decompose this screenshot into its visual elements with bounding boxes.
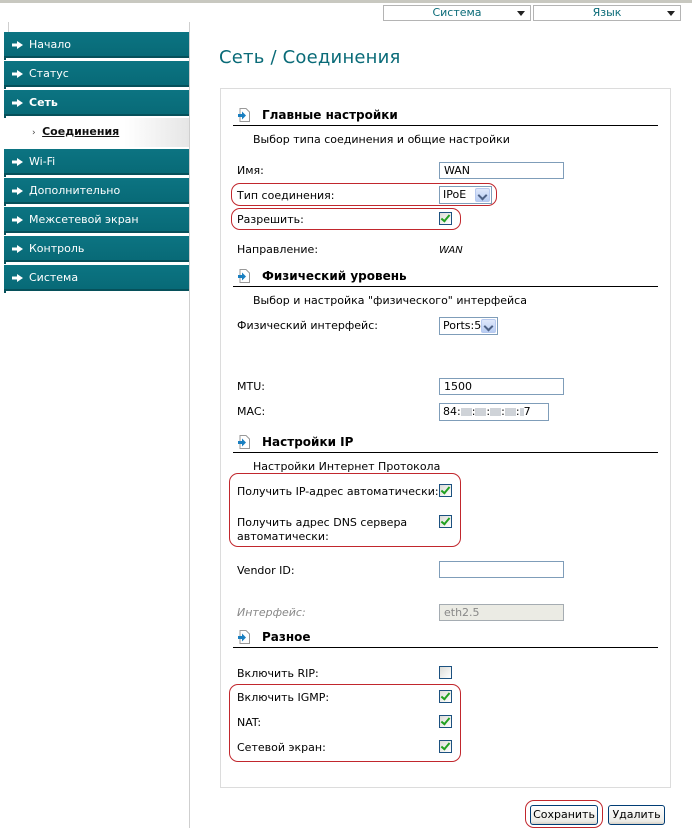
document-arrow-icon bbox=[238, 108, 250, 122]
firewall-checkbox[interactable] bbox=[439, 740, 452, 753]
name-label: Имя: bbox=[237, 164, 264, 177]
sidebar-item-wifi[interactable] bbox=[4, 149, 189, 175]
connection-type-value: IPoE bbox=[443, 188, 467, 201]
igmp-checkbox[interactable] bbox=[439, 690, 452, 703]
top-rule bbox=[0, 0, 692, 3]
arrow-right-icon bbox=[12, 274, 23, 282]
auto-ip-checkbox[interactable] bbox=[439, 484, 452, 497]
system-menu-label: Система bbox=[432, 6, 482, 19]
dropdown-arrow-icon bbox=[517, 11, 525, 16]
auto-dns-label bbox=[237, 516, 407, 543]
name-input[interactable] bbox=[439, 162, 564, 179]
arrow-right-icon bbox=[12, 41, 23, 49]
enable-checkbox[interactable] bbox=[439, 212, 452, 225]
sidebar-item-status[interactable] bbox=[4, 61, 189, 87]
section-title: Настройки IP bbox=[262, 435, 354, 449]
section-title: Главные настройки bbox=[262, 108, 398, 122]
vendor-id-input[interactable] bbox=[439, 561, 564, 578]
auto-dns-label-line1: Получить адрес DNS сервера bbox=[237, 516, 408, 529]
direction-value: WAN bbox=[439, 245, 463, 256]
sidebar-item-label: Дополнительно bbox=[29, 184, 121, 197]
section-description: Настройки Интернет Протокола bbox=[253, 460, 441, 473]
sidebar-item-label: Межсетевой экран bbox=[29, 213, 139, 226]
section-main-settings bbox=[233, 106, 658, 126]
sidebar-item-label: Статус bbox=[29, 67, 69, 80]
connection-type-label: Тип соединения: bbox=[237, 189, 335, 202]
firewall-label: Сетевой экран: bbox=[237, 741, 326, 754]
sidebar-subitem-connections[interactable] bbox=[4, 118, 189, 147]
section-title: Разное bbox=[262, 630, 311, 644]
language-menu-dropdown[interactable] bbox=[533, 5, 681, 21]
sidebar-item-label: Начало bbox=[29, 38, 72, 51]
enable-label: Разрешить: bbox=[237, 213, 304, 226]
section-description: Выбор и настройка "физического" интерфейса bbox=[253, 294, 527, 307]
arrow-right-icon bbox=[12, 99, 23, 107]
system-menu-dropdown[interactable] bbox=[383, 5, 531, 21]
sidebar-divider bbox=[189, 22, 190, 828]
mac-label: MAC: bbox=[237, 405, 266, 418]
sidebar-item-label: Система bbox=[29, 271, 79, 284]
chevron-down-icon bbox=[481, 319, 496, 333]
section-ip-settings bbox=[233, 433, 658, 453]
rip-checkbox[interactable] bbox=[439, 666, 452, 679]
physical-interface-select[interactable] bbox=[439, 317, 498, 335]
language-menu-label: Язык bbox=[592, 6, 622, 19]
sidebar-item-network[interactable] bbox=[4, 90, 189, 116]
document-arrow-icon bbox=[238, 269, 250, 283]
sidebar-item-label: Сеть bbox=[29, 96, 58, 109]
sidebar-item-label: Wi-Fi bbox=[29, 155, 56, 168]
mac-redacted bbox=[475, 408, 486, 416]
physical-interface-value: Ports:5 bbox=[443, 319, 482, 332]
arrow-right-icon bbox=[12, 70, 23, 78]
mac-redacted bbox=[461, 408, 472, 416]
section-physical-layer bbox=[233, 267, 658, 287]
arrow-right-icon bbox=[12, 158, 23, 166]
sidebar-item-advanced[interactable] bbox=[4, 178, 189, 204]
section-title: Физический уровень bbox=[262, 269, 407, 283]
igmp-label: Включить IGMP: bbox=[237, 691, 330, 704]
nat-checkbox[interactable] bbox=[439, 715, 452, 728]
sidebar-item-system[interactable] bbox=[4, 265, 189, 291]
interface-label: Интерфейс: bbox=[237, 606, 306, 619]
dropdown-arrow-icon bbox=[667, 11, 675, 16]
sidebar-item-label: Контроль bbox=[29, 242, 85, 255]
document-arrow-icon bbox=[238, 435, 250, 449]
physical-interface-label: Физический интерфейс: bbox=[237, 319, 378, 332]
interface-input bbox=[439, 604, 564, 621]
arrow-right-icon bbox=[12, 216, 23, 224]
direction-label: Направление: bbox=[237, 243, 319, 256]
section-misc bbox=[233, 628, 658, 648]
mtu-label: MTU: bbox=[237, 380, 265, 393]
sidebar-item-firewall[interactable] bbox=[4, 207, 189, 233]
connection-type-select[interactable] bbox=[439, 186, 492, 204]
auto-dns-label-line2: автоматически: bbox=[237, 530, 329, 543]
auto-dns-checkbox[interactable] bbox=[439, 515, 452, 528]
sidebar-border bbox=[8, 22, 9, 32]
mac-prefix: 84: bbox=[443, 405, 461, 418]
mac-redacted bbox=[505, 408, 516, 416]
save-button[interactable]: Сохранить bbox=[530, 805, 598, 825]
chevron-down-icon bbox=[475, 188, 490, 202]
bullet-icon: › bbox=[32, 128, 36, 138]
arrow-right-icon bbox=[12, 245, 23, 253]
vendor-id-label: Vendor ID: bbox=[237, 564, 295, 577]
mac-suffix: 7 bbox=[523, 405, 531, 418]
rip-label: Включить RIP: bbox=[237, 667, 319, 680]
section-description: Выбор типа соединения и общие настройки bbox=[253, 133, 510, 146]
arrow-right-icon bbox=[12, 187, 23, 195]
document-arrow-icon bbox=[238, 630, 250, 644]
auto-ip-label: Получить IP-адрес автоматически: bbox=[237, 485, 439, 498]
sidebar-subitem-label: Соединения bbox=[42, 125, 120, 138]
mac-redacted bbox=[490, 408, 501, 416]
mac-input[interactable]: 84: : : : : 7 bbox=[439, 403, 549, 421]
sidebar-item-control[interactable] bbox=[4, 236, 189, 262]
delete-button[interactable]: Удалить bbox=[608, 805, 665, 825]
page-title: Сеть / Соединения bbox=[219, 47, 401, 68]
mtu-input[interactable] bbox=[439, 378, 564, 395]
nat-label: NAT: bbox=[237, 716, 262, 729]
sidebar-item-home[interactable] bbox=[4, 32, 189, 58]
